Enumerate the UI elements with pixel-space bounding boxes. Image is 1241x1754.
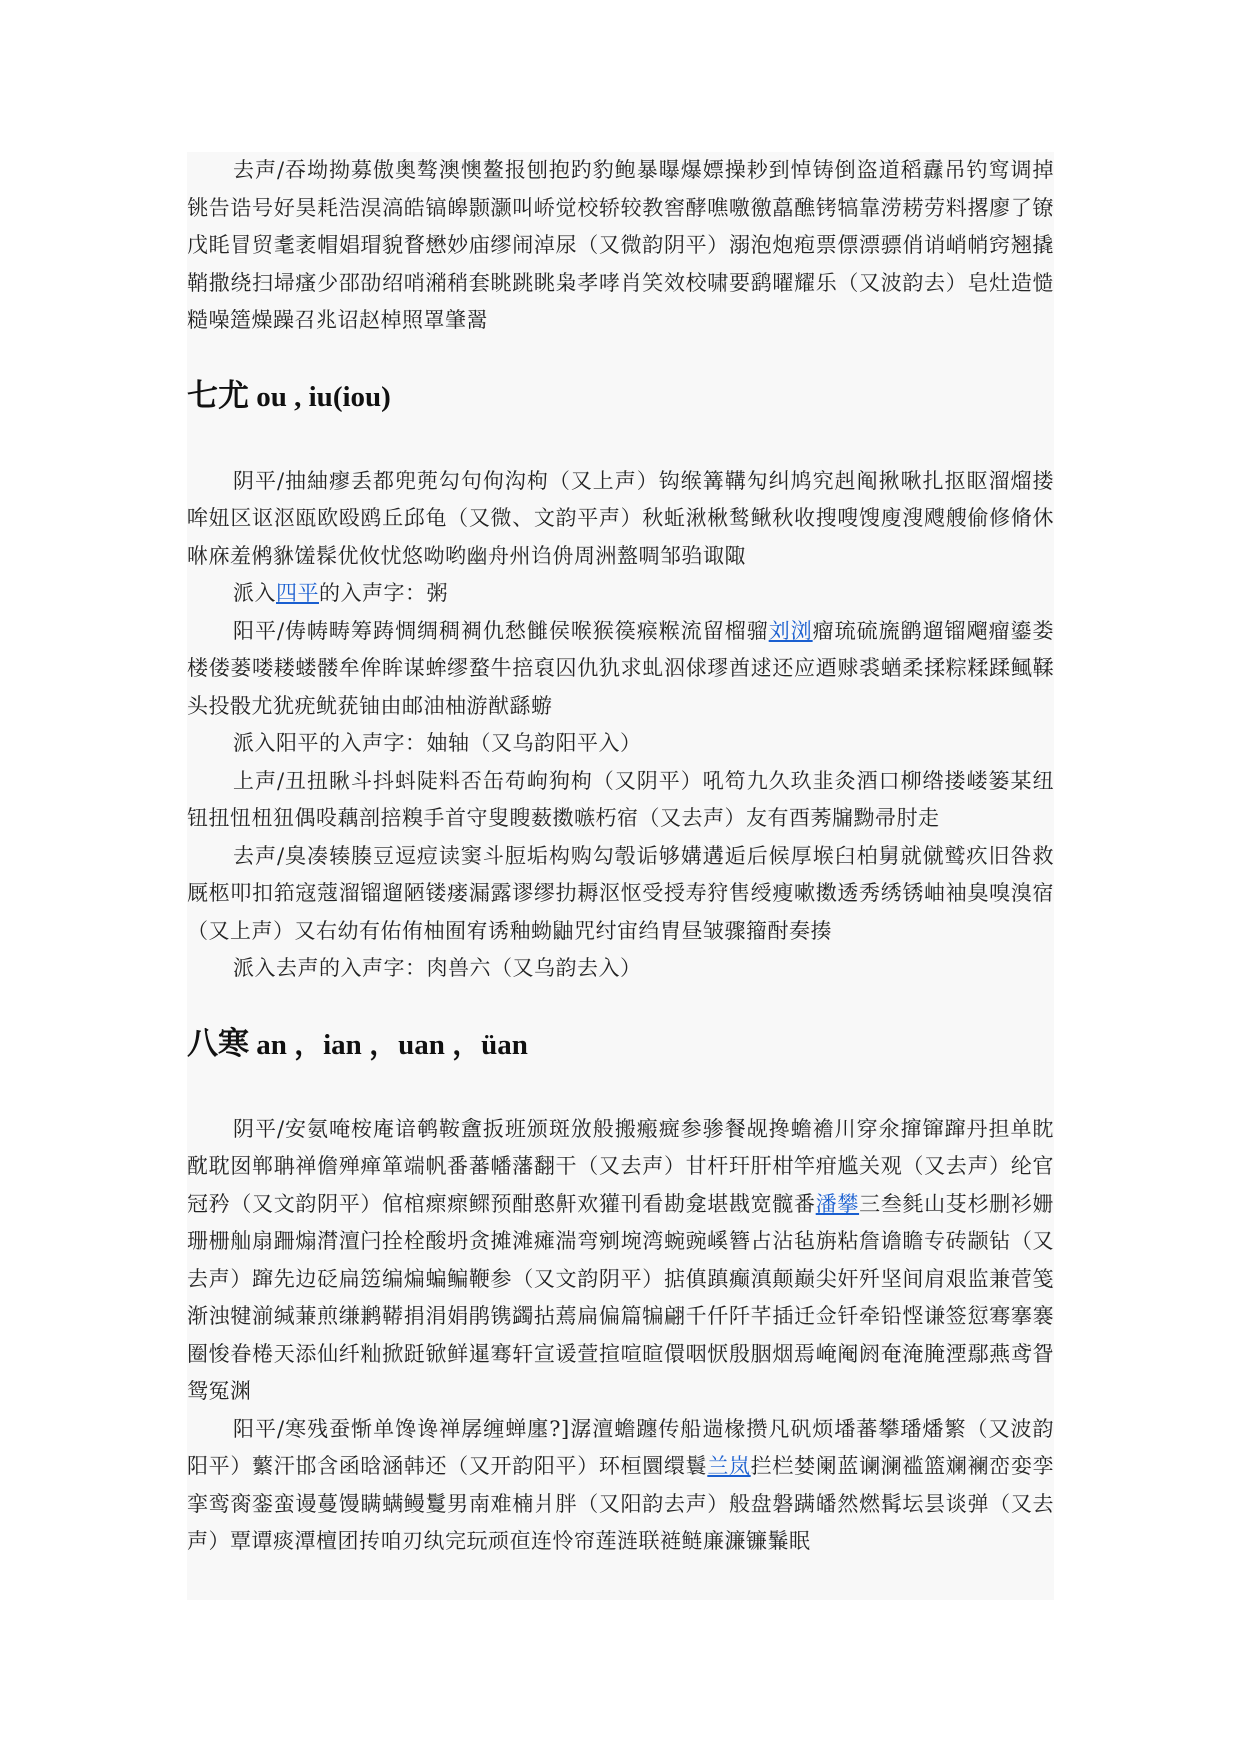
paragraph-qusheng: 去声/臭凑辏腠豆逗痘读窦斗脰垢构购勾彀诟够媾遘逅后候厚堠臼柏舅就僦鹫疚旧咎救厩柩叩扣筘寇蔻溜镏遛陋镂瘘漏露谬缪扐耨沤怄受授寿狩售绶瘦嗽擞透秀绣锈岫袖臭嗅溴宿（又上声）又右幼有佑侑柚囿宥诱釉蚴鼬咒纣宙绉胄昼皱骤籀酎奏揍 <box>187 843 1054 943</box>
yangping-prefix: 阳平/寒残蚕惭单馋谗禅孱缠蝉廛?]潺澶蟾躔传船遄椽攒凡矾烦墦蕃攀璠燔繁（又波韵阳平）蘩汗邯含函晗涵韩还（又开韵阳平）环桓圜缳鬟 <box>187 1416 1054 1478</box>
link-lan-lan[interactable]: 兰岚 <box>707 1454 751 1478</box>
pairu-suffix: 的入声字：粥 <box>319 581 448 605</box>
heading-hanzi: 七尤 <box>187 377 249 414</box>
yangping-prefix: 阳平/俦帱畴筹踌惆绸稠裯仇愁雠侯喉猴篌瘊糇流留榴骝 <box>233 618 769 643</box>
yinping-prefix: 阴平/安氨唵桉庵谙鹌鞍盦扳班颁斑攽般搬瘢癍参骖餐觇搀蟾襜川穿氽撺镩蹿丹担单眈酖耽囡郸聃禅儋殚瘅箪端帆番蕃幡藩翻干（又去声）甘杆玕肝柑竿疳尴关观（又去声）纶官冠矜（又文韵阴平）倌棺瘝瘝鳏预酣憨鼾欢獾刊看勘龛堪戡宽髋番 <box>187 1116 1054 1216</box>
paragraph-yangping <box>187 613 1054 726</box>
document-page <box>187 152 1054 1600</box>
paragraph-qusheng-prev: 去声/吞坳拗募傲奥骜澳懊鳌报刨抱趵豹鲍暴曝爆嫖操耖到悼铸倒盗道稻纛吊钓窎调掉铫告诰号好昊耗浩淏滈皓镐皞颢灏叫峤觉校轿较教窖酵噍噭徼藠醮铐犒靠涝耢劳料撂廖了镣戊眊冒贸耄袤帽娼瑁貌瞀懋妙庙缪闹淖尿（又微韵阴平）溺泡炮疱票僄漂骠俏诮峭帩窍翘撬鞘撒绕扫埽瘙少邵劭绍哨潲稍套眺跳眺枭孝哮肖笑效校啸要鹞曜耀乐（又波韵去）皂灶造慥糙噪簉燥躁召兆诏赵棹照罩肇翯 <box>187 158 1054 332</box>
link-siping[interactable]: 四平 <box>276 581 319 605</box>
heading-pinyin: an ，ian ，uan ，üan <box>256 1028 528 1061</box>
section-heading-qi-you <box>187 376 1054 417</box>
yangping-suffix: 瘤琉硫旒鹠遛镏飗瘤鎏娄楼偻蒌喽耧蝼髅牟侔眸谋蛑缪蝥牛掊裒囚仇犰求虬泅俅璆酋逑还应逎赇裘蝤柔揉粽糅蹂鲺鞣头投骰尤犹疣鱿莸铀由邮油柚游猷繇蝣 <box>187 618 1054 718</box>
paragraph-yangping-ba <box>187 1411 1054 1561</box>
paragraph-yinping: 阴平/抽紬瘳丢都兜蔸勾句佝沟枸（又上声）钩缑篝鞲勼纠鸠究赳阄揪啾扎抠眍溜熘搂哞妞区讴沤瓯欧殴鸥丘邱龟（又微、文韵平声）秋蚯湫楸鹙鳅秋收搜嗖馊廋溲飕艘偷修脩休咻庥羞鸺貅馐髹优攸忧悠呦哟幽舟州诌侜周洲盩啁邹驺诹陬 <box>187 468 1054 568</box>
paragraph-pairu-yangping: 派入阳平的入声字：妯轴（又乌韵阳平入） <box>233 731 642 755</box>
heading-hanzi: 八寒 <box>187 1025 249 1062</box>
yinping-suffix: 三叁毵山芟杉删衫姗珊栅舢扇跚煽潸澶闩拴栓酸坍贪摊滩瘫湍弯剜埦湾蜿豌嵠簪占沾毡旃粘詹谵瞻专砖颛钻（又去声）蹿先边砭扁笾编煸蝙鳊鞭参（又文韵阴平）掂傎蹎癫滇颠巅尖奸歼坚间肩艰监兼菅笺渐浊犍湔缄蒹煎缣鹣鞯捐涓娟鹃镌蠲拈蔫扁偏篇犏翩千仟阡芊插迁佥钎牵铅悭谦签愆骞搴褰圈悛眷棬天添仙纤籼掀跹锨鲜暹骞轩宣谖萱揎喧暄儇咽恹殷胭烟焉崦阉阏奄淹腌湮鄢燕鸢眢鸳冤渊 <box>187 1191 1054 1403</box>
paragraph-pairu-qusheng: 派入去声的入声字：肉兽六（又乌韵去入） <box>233 956 642 980</box>
section-heading-ba-han <box>187 1024 1054 1065</box>
pairu-prefix: 派入 <box>233 581 276 605</box>
link-liu-liu[interactable]: 刘浏 <box>768 618 813 643</box>
yangping-suffix: 拦栏婪阑蓝谰澜褴篮斓襕峦娈孪挛鸾脔銮蛮谩蔓馒瞒螨鳗鬘男南难楠爿胖（又阳韵去声）般盘磐蹒皤然燃髯坛昙谈弹（又去声）覃谭痰潭檀团抟咱刃纨完玩顽亱连怜帘莲涟联裢鲢廉濂镰鬑眠 <box>187 1454 1055 1553</box>
link-pan-pan[interactable]: 潘攀 <box>815 1191 860 1216</box>
paragraph-pairu-siping <box>187 575 1054 613</box>
heading-pinyin: ou , iu(iou) <box>256 380 391 413</box>
paragraph-shangsheng: 上声/丑扭瞅斗抖蚪陡料否缶苟岣狗枸（又阴平）吼笱九久玖韭灸酒口柳绺搂嵝篓某纽钮扭忸杻狃偶吺藕剖掊糗手首守叟瞍薮擞嗾朽宿（又去声）友有酉莠牖黝帚肘走 <box>187 768 1054 830</box>
paragraph-yinping-ba <box>187 1111 1054 1411</box>
